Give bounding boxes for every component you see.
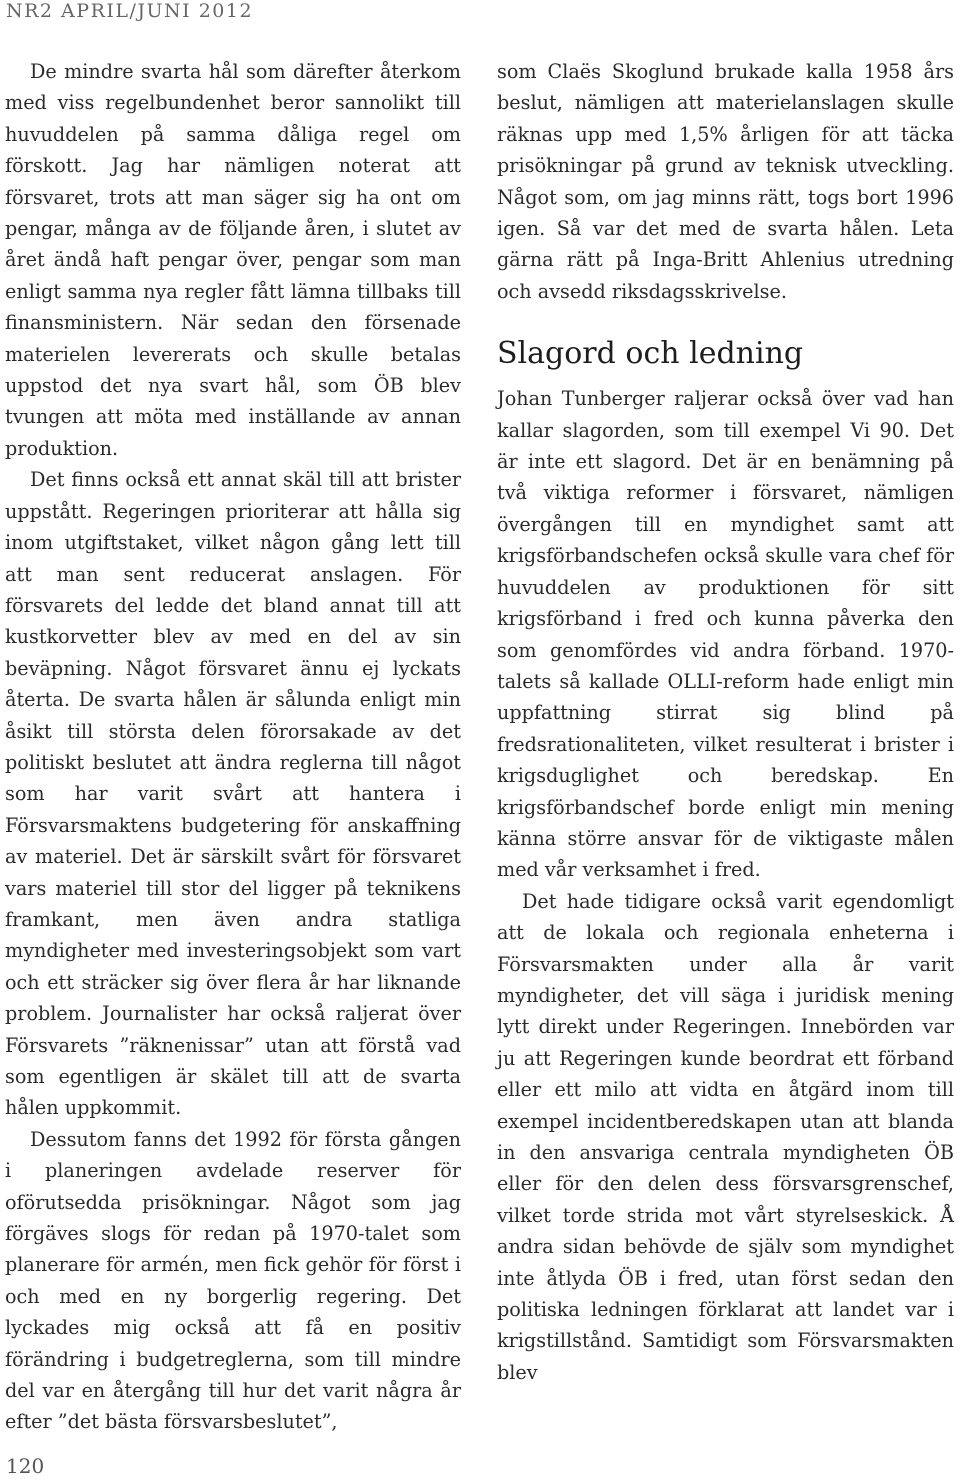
right-column [497, 56, 954, 1388]
right-paragraph-2: Det hade tidigare också varit egendomligt att de lokala och regionala enheterna i Försvarsmakten under alla år varit myndigheter, det vill säga i juridisk mening lytt direkt under Regeringen. Innebörden var ju att Regeringen kunde beordrat ett förband eller ett milo att vidta en åtgärd inom till exempel incidentberedskapen utan att blanda in den ansvariga centrala myndigheten ÖB eller för den delen dess försvarsgrenschef, vilket torde strida mot vårt styrelseskick. Å andra sidan behövde de själv som myndighet inte åtlyda ÖB i fred, utan först sedan den politiska ledningen förklarat att landet var i krigstillstånd. Samtidigt som Försvarsmakten blev [497, 889, 954, 1384]
left-paragraph-3: Dessutom fanns det 1992 för första gången i planeringen avdelade reserver för oförutsedda prisökningar. Något som jag förgäves slogs för redan på 1970-talet som planerare för armén, men fick gehör för först i och med en ny borgerlig regering. Det lyckades mig också att få en positiv förändring i budgetreglerna, som till mindre del var en återgång till hur det varit några år efter ”det bästa försvarsbeslutet”, [5, 1127, 461, 1434]
left-paragraph-1: De mindre svarta hål som därefter återkom med viss regelbundenhet beror sannolikt till huvuddelen på samma dåliga regel om förskott. Jag har nämligen noterat att försvaret, trots att man säger sig ha ont om pengar, många av de följande åren, i slutet av året ändå haft pengar över, pengar som man enligt samma nya regler fått lämna tillbaks till finansministern. När sedan den försenade materielen levererats och skulle betalas uppstod det nya svart hål, som ÖB blev tvungen att möta med inställande av annan produktion. [5, 60, 461, 460]
section-heading: Slagord och ledning [497, 336, 804, 372]
right-paragraph-1: Johan Tunberger raljerar också över vad han kallar slagorden, som till exempel Vi 90. Det är inte ett slagord. Det är en benämning på två viktiga reformer i försvaret, nämligen övergången till en myndighet samt att krigsförbandschefen också skulle vara chef för huvuddelen av produktionen för sitt krigsförband i fred och kunna påverka den som genomfördes vid andra förband. 1970-talets så kallade OLLI-reform hade enligt min uppfattning stirrat sig blind på fredsrationaliteten, vilket resulterat i brister i krigsduglighet och beredskap. En krigsförbandschef borde enligt min mening känna större ansvar för de viktigaste målen med vår verksamhet i fred. [497, 387, 954, 882]
right-continuation-paragraph: som Claës Skoglund brukade kalla 1958 års beslut, nämligen att materielanslagen skulle räknas upp med 1,5% årligen för att täcka prisökningar på grund av teknisk utveckling. Något som, om jag minns rätt, togs bort 1996 igen. Så var det med de svarta hålen. Leta gärna rätt på Inga-Britt Ahlenius utredning och avsedd riksdagsskrivelse. [497, 60, 954, 303]
running-header: NR2 APRIL/JUNI 2012 [6, 0, 254, 22]
left-paragraph-2: Det finns också ett annat skäl till att brister uppstått. Regeringen prioriterar att hålla sig inom utgiftstaket, vilket någon gång lett till att man sent reducerat anslagen. För försvarets del ledde det bland annat till att kustkorvetter blev av med en del av sin beväpning. Något försvaret ännu ej lyckats återta. De svarta hålen är sålunda enligt min åsikt till största delen förorsakade av det politiskt beslutet att ändra reglerna till något som har varit svårt att hantera i Försvarsmaktens budgetering för anskaffning av materiel. Det är särskilt svårt för försvaret vars materiel till stor del ligger på teknikens framkant, men även andra statliga myndigheter med investeringsobjekt som vart och ett sträcker sig över flera år har liknande problem. Journalister har också raljerat över Försvarets ”räknenissar” utan att förstå vad som egentligen är skälet till att de svarta hålen uppkommit. [5, 468, 461, 1120]
left-column [5, 56, 461, 1438]
page-number: 120 [6, 1454, 45, 1478]
